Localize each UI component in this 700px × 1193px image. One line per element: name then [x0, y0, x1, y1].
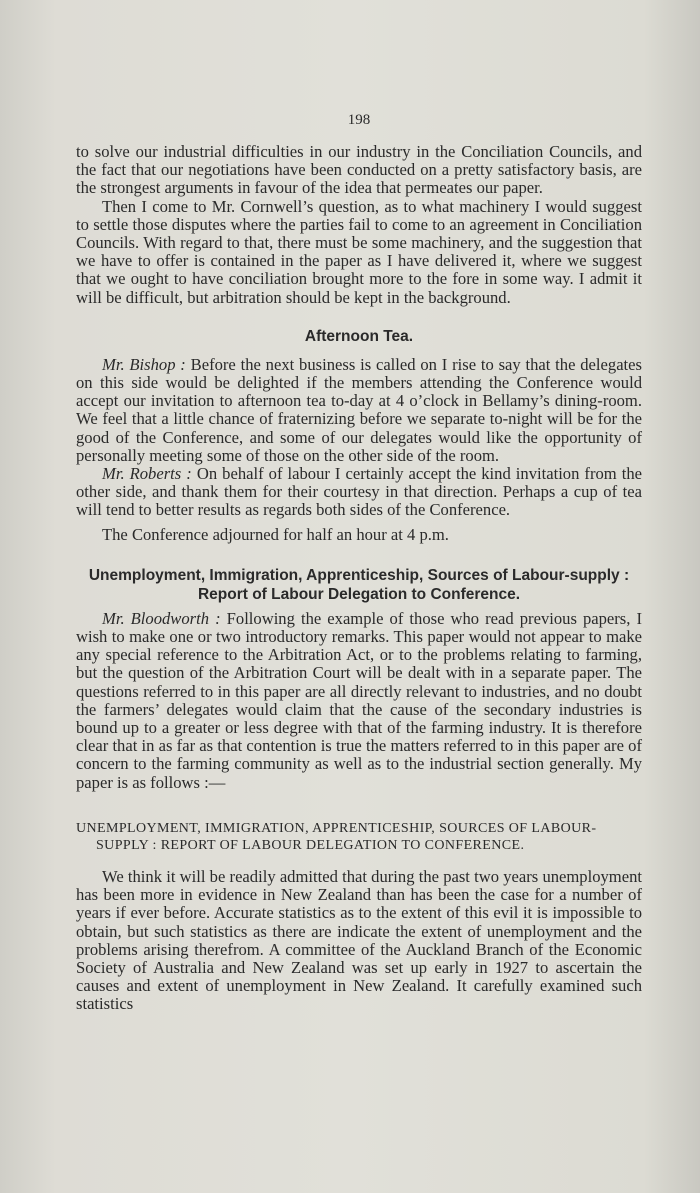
report-title-line1: UNEMPLOYMENT, IMMIGRATION, APPRENTICESHIP, SOURCES OF LABOUR-	[76, 820, 597, 836]
paragraph-cornwell-reply: Then I come to Mr. Cornwell’s question, as to what machinery I would suggest to settle those disputes where the parties fail to come to an agreement in Conciliation Councils. With regard to that, there must be some machinery, and the suggestion that we have to offer is contained in the paper as I have delivered it, where we suggest that we ought to have conciliation brought more to the fore in some way. I admit it will be difficult, but arbitration should be kept in the background.	[76, 196, 642, 307]
report-title-line2: SUPPLY : REPORT OF LABOUR DELEGATION TO CONFERENCE.	[96, 837, 525, 853]
report-title	[76, 820, 642, 854]
paragraph-report-intro: We think it will be readily admitted that during the past two years unemployment has been more in evidence in New Zealand than has been the case for a number of years if ever before. Accurate statistics as to the extent of this evil it is impossible to obtain, but such statistics as there are indicate the extent of unemployment and the problems arising therefrom. A committee of the Auckland Branch of the Economic Society of Australia and New Zealand was set up early in 1927 to ascertain the causes and extent of unemployment in New Zealand. It carefully examined such statistics	[76, 866, 642, 1014]
paragraph-continuation: to solve our industrial difficulties in our industry in the Conciliation Councils, and the fact that our negotiations have been conducted on a pretty satisfactory basis, are the strongest arguments in favour of the idea that permeates our paper.	[76, 142, 642, 198]
roberts-text: On behalf of labour I certainly accept the kind invitation from the other side, and thank them for their courtesy in that direction. Perhaps a cup of tea will tend to better results as regards both sides of the Conference.	[76, 464, 642, 520]
heading-afternoon-tea: Afternoon Tea.	[304, 327, 414, 345]
speaker-roberts: Mr. Roberts :	[102, 464, 192, 484]
paragraph-adjourned: The Conference adjourned for half an hour at 4 p.m.	[102, 524, 449, 544]
bloodworth-text: Following the example of those who read previous papers, I wish to make one or two introductory remarks. This paper would not appear to make any special reference to the Arbitration Act, or to the problems relating to farming, but the question of the Arbitration Court will be dealt with in a separate paper. The questions referred to in this paper are all directly relevant to industries, and no doubt the farmers’ delegates would claim that the cause of the secondary industries is bound up to a greater or less degree with that of the farming industry. It is therefore clear that in as far as that contention is true the matters referred to in this paper are of concern to the farming community as well as to the industrial section generally. My paper is as follows :—	[76, 608, 642, 792]
speaker-bishop: Mr. Bishop :	[102, 354, 186, 374]
heading-unemployment-line2: Report of Labour Delegation to Conference.	[197, 585, 521, 603]
text-column	[76, 112, 642, 1014]
heading-unemployment-line1: Unemployment, Immigration, Apprenticeship, Sources of Labour-supply :	[88, 566, 630, 584]
speaker-bloodworth: Mr. Bloodworth :	[102, 608, 221, 628]
heading-unemployment	[76, 566, 642, 604]
paragraph-roberts	[76, 465, 642, 520]
paragraph-bishop	[76, 356, 642, 465]
paragraph-bloodworth	[76, 610, 642, 792]
page-number: 198	[347, 112, 371, 128]
bishop-text: Before the next business is called on I rise to say that the delegates on this side would be delighted if the members attending the Conference would accept our invitation to afternoon tea to-day at 4 o’clock in Bellamy’s dining-room. We feel that a little chance of fraternizing before we separate to-night will be for the good of the Conference, and some of our delegates would like the opportunity of personally meeting some of those on the other side of the room.	[76, 354, 642, 465]
